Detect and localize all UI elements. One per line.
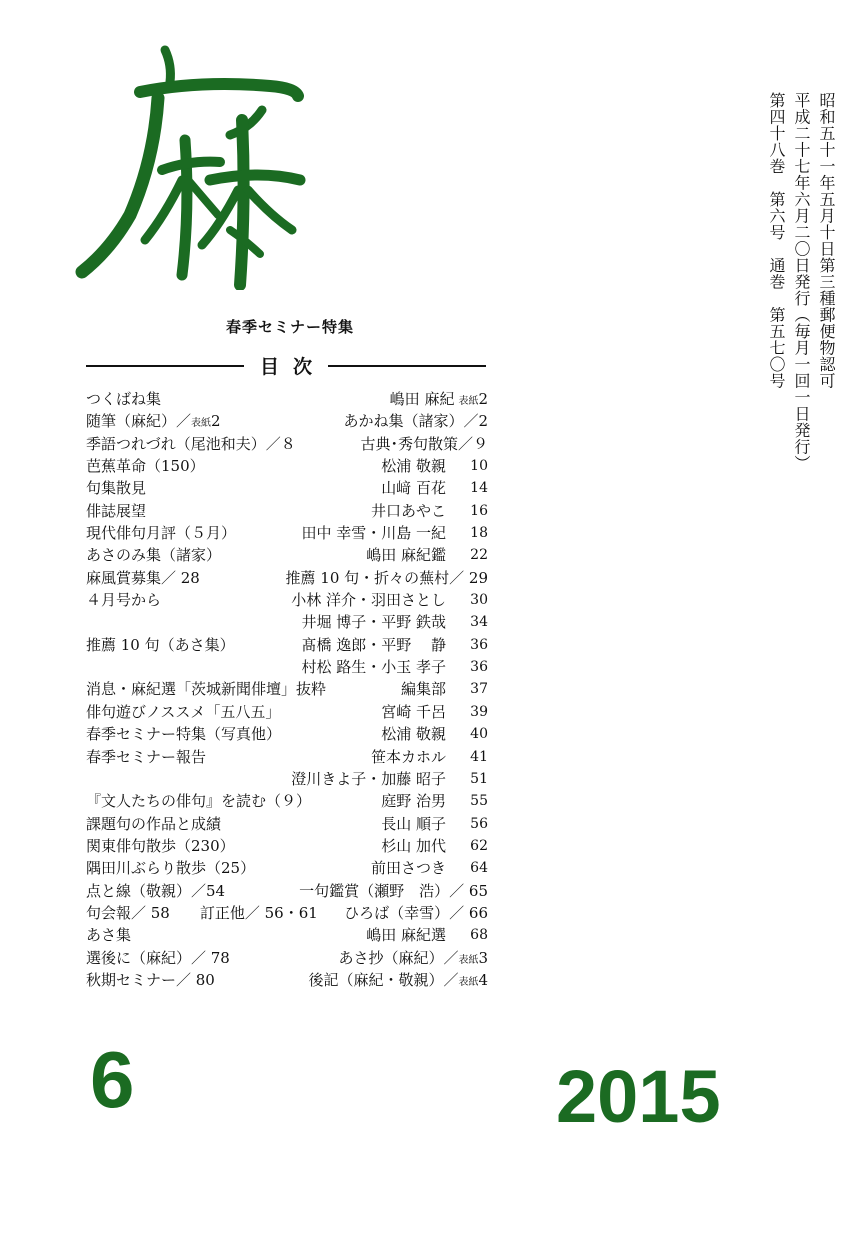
toc-page: 64 — [470, 860, 488, 877]
toc-left-text: 句集散見 — [86, 479, 147, 498]
toc-right-text: 古典･秀句散策／９ — [360, 434, 488, 453]
toc-row — [86, 544, 488, 566]
toc-left-text: 季語つれづれ（尾池和夫）／８ — [86, 434, 296, 453]
toc-row — [86, 477, 488, 499]
toc-author — [301, 634, 446, 656]
toc-left-entry — [86, 589, 161, 611]
toc-right-entry — [360, 433, 488, 455]
toc-right-text: あかね集（諸家）／2 — [343, 412, 488, 431]
toc-author-text: 宮崎 千呂 — [381, 702, 446, 721]
toc-author-text: 松浦 敬親 — [381, 457, 446, 476]
toc-right-entry — [299, 880, 488, 902]
toc-page: 22 — [470, 547, 488, 564]
toc-left-entry — [86, 790, 311, 812]
toc-left-text: 秋期セミナー／ 80 — [86, 970, 215, 989]
toc-author-text: 笹本カホル — [370, 747, 446, 766]
issue-number: 6 — [90, 1035, 135, 1124]
logo-calligraphy — [70, 40, 310, 290]
toc-author — [301, 611, 446, 633]
toc-left-entry — [86, 522, 236, 544]
toc-page: 18 — [470, 525, 488, 542]
toc-row — [86, 634, 488, 656]
toc-author — [301, 522, 446, 544]
toc-left-text: 『文人たちの俳句』を読む（９） — [86, 792, 312, 811]
toc-left-text: ４月号から — [86, 591, 162, 610]
toc-author — [291, 768, 446, 790]
toc-left-text: 俳誌展望 — [86, 501, 147, 520]
toc-author-text: 嶋田 麻紀鑑 — [366, 546, 446, 565]
toc-page: 34 — [470, 614, 488, 631]
toc-author-text: 前田さつき — [370, 859, 446, 878]
toc-right-entry — [344, 902, 488, 924]
toc-left-entry — [86, 500, 146, 522]
toc-row — [86, 924, 488, 946]
toc-row — [86, 947, 488, 969]
toc-page: 10 — [470, 458, 488, 475]
toc-right-text: ひろば（幸雪）／ 66 — [344, 903, 488, 922]
toc-left-entry — [86, 880, 225, 902]
toc-left-text: 隅田川ぶらり散歩（25） — [86, 859, 256, 878]
toc-author-text: 井堀 博子・平野 鉄哉 — [301, 613, 446, 632]
toc-left-entry — [86, 701, 280, 723]
toc-row — [86, 455, 488, 477]
toc-left-page: 2 — [211, 412, 221, 431]
toc-row — [86, 813, 488, 835]
toc-author-text: 澄川きよ子・加藤 昭子 — [291, 769, 446, 788]
toc-left-text: あさ集 — [86, 926, 132, 945]
toc-left-entry — [86, 746, 206, 768]
toc-left-text: 春季セミナー特集（写真他） — [86, 725, 282, 744]
toc-row — [86, 656, 488, 678]
toc-left-entry — [86, 969, 215, 991]
toc-left-entry — [86, 924, 131, 946]
toc-author-text: 長山 順子 — [381, 814, 446, 833]
imprint-line: 昭和五十一年五月十日第三種郵便物認可 — [817, 92, 836, 389]
toc-left-text: 句会報／ 58 訂正他／ 56・61 — [86, 903, 318, 922]
publication-imprint — [764, 92, 839, 472]
toc-left-entry — [86, 477, 146, 499]
toc-row — [86, 388, 488, 410]
toc-left-entry — [86, 433, 296, 455]
toc-row — [86, 611, 488, 633]
toc-right-text: あさ抄（麻紀）／ — [338, 948, 459, 967]
toc-left-entry — [86, 678, 326, 700]
toc-left-text: 春季セミナー報告 — [86, 747, 207, 766]
toc-row — [86, 857, 488, 879]
toc-author — [366, 544, 446, 566]
toc-author — [381, 701, 446, 723]
toc-row — [86, 746, 488, 768]
toc-row — [86, 410, 488, 432]
toc-page: 37 — [470, 681, 488, 698]
toc-left-text: あさのみ集（諸家） — [86, 546, 222, 565]
toc-author — [371, 857, 446, 879]
toc-author-text: 小林 洋介・羽田さとし — [291, 591, 446, 610]
toc-author — [381, 723, 446, 745]
toc-row — [86, 433, 488, 455]
toc-left-entry — [86, 723, 281, 745]
toc-author — [401, 678, 446, 700]
toc-author — [291, 589, 446, 611]
toc-left-entry — [86, 902, 318, 924]
toc-left-text: 消息・麻紀選「茨城新聞俳壇」抜粋 — [86, 680, 327, 699]
toc-right-entry — [308, 969, 488, 994]
imprint-line: 第四十八巻 第六号 通巻 第五七〇号 — [767, 92, 786, 389]
toc-left-entry — [86, 835, 235, 857]
toc-author — [371, 746, 446, 768]
toc-page: 2 — [478, 390, 488, 408]
toc-cover-label: 表紙 — [458, 976, 479, 988]
toc-author — [381, 813, 446, 835]
toc-row — [86, 567, 488, 589]
magazine-logo — [70, 40, 310, 290]
toc-author — [301, 656, 446, 678]
toc-right-text: 後記（麻紀・敬親）／ — [308, 970, 459, 989]
toc-left-entry — [86, 857, 255, 879]
toc-page: 56 — [470, 815, 488, 832]
toc-page: 36 — [470, 659, 488, 676]
toc-page: 41 — [470, 748, 488, 765]
toc-author-text: 嶋田 麻紀 — [389, 390, 455, 408]
toc-left-text: 推薦 10 句（あさ集） — [86, 635, 235, 654]
toc-page: 3 — [478, 948, 488, 967]
toc-left-entry — [86, 388, 161, 410]
toc-row — [86, 701, 488, 723]
toc-page: 51 — [470, 770, 488, 787]
toc-left-text: 課題句の作品と成績 — [86, 814, 222, 833]
toc-row — [86, 902, 488, 924]
toc-page: 55 — [470, 793, 488, 810]
imprint-line: 平成二十七年六月二〇日発行（毎月一回一日発行） — [792, 92, 811, 472]
toc-page: 4 — [478, 970, 488, 989]
table-of-contents — [86, 388, 488, 991]
toc-right-text: 推薦 10 句・折々の蕪村／ 29 — [285, 568, 488, 587]
toc-cover-label: 表紙 — [191, 418, 212, 430]
toc-author — [381, 835, 446, 857]
toc-author-text: 田中 幸雪・川島 一紀 — [301, 524, 446, 543]
toc-row — [86, 969, 488, 991]
toc-page: 40 — [470, 726, 488, 743]
toc-left-entry — [86, 813, 221, 835]
toc-page: 39 — [470, 703, 488, 720]
toc-left-text: 現代俳句月評（５月） — [86, 524, 237, 543]
toc-author — [381, 790, 446, 812]
toc-left-entry — [86, 947, 230, 969]
toc-left-entry — [86, 455, 205, 477]
feature-subtitle: 春季セミナー特集 — [226, 318, 355, 336]
toc-right-text: 一句鑑賞（瀬野 浩）／ 65 — [299, 881, 488, 900]
toc-rule-right — [328, 365, 486, 367]
toc-author-text: 杉山 加代 — [381, 836, 446, 855]
issue-year: 2015 — [556, 1055, 721, 1138]
toc-cover-label: 表紙 — [458, 396, 479, 407]
toc-author-text: 嶋田 麻紀選 — [366, 926, 446, 945]
toc-row — [86, 768, 488, 790]
toc-author-text: 髙橋 逸郎・平野 静 — [301, 635, 446, 654]
toc-row — [86, 880, 488, 902]
toc-author-text: 村松 路生・小玉 孝子 — [301, 658, 446, 677]
toc-page: 62 — [470, 837, 488, 854]
toc-author-text: 井口あやこ — [370, 501, 446, 520]
toc-author — [371, 500, 446, 522]
toc-row — [86, 522, 488, 544]
toc-left-entry — [86, 634, 235, 656]
toc-row — [86, 835, 488, 857]
toc-left-text: 随筆（麻紀）／ — [86, 412, 192, 431]
toc-left-text: つくばね集 — [86, 390, 162, 408]
toc-left-entry — [86, 544, 221, 566]
toc-page: 16 — [470, 502, 488, 519]
toc-row — [86, 589, 488, 611]
toc-author-text: 庭野 治男 — [381, 792, 446, 811]
toc-left-text: 芭蕉革命（150） — [86, 457, 205, 476]
toc-page: 36 — [470, 636, 488, 653]
toc-right-entry — [343, 410, 488, 432]
toc-row — [86, 678, 488, 700]
toc-row — [86, 790, 488, 812]
toc-row — [86, 723, 488, 745]
toc-author-text: 編集部 — [400, 680, 446, 699]
toc-right-entry — [286, 567, 488, 589]
toc-author — [381, 455, 446, 477]
toc-author — [381, 477, 446, 499]
toc-page: 68 — [470, 927, 488, 944]
toc-left-text: 点と線（敬親）／54 — [86, 881, 226, 900]
toc-left-text: 俳句遊びノススメ「五八五」 — [86, 702, 281, 721]
toc-left-entry — [86, 567, 200, 589]
toc-author-text: 山﨑 百花 — [381, 479, 446, 498]
toc-title: 目次 — [259, 356, 326, 378]
toc-cover-label: 表紙 — [458, 954, 479, 966]
toc-author — [366, 924, 446, 946]
toc-left-text: 麻風賞募集／ 28 — [86, 568, 200, 587]
toc-row — [86, 500, 488, 522]
toc-heading — [86, 352, 486, 380]
toc-left-text: 選後に（麻紀）／ 78 — [86, 948, 230, 967]
toc-page: 14 — [470, 480, 488, 497]
toc-left-text: 関東俳句散歩（230） — [86, 836, 235, 855]
toc-author-text: 松浦 敬親 — [381, 725, 446, 744]
toc-page: 30 — [470, 592, 488, 609]
